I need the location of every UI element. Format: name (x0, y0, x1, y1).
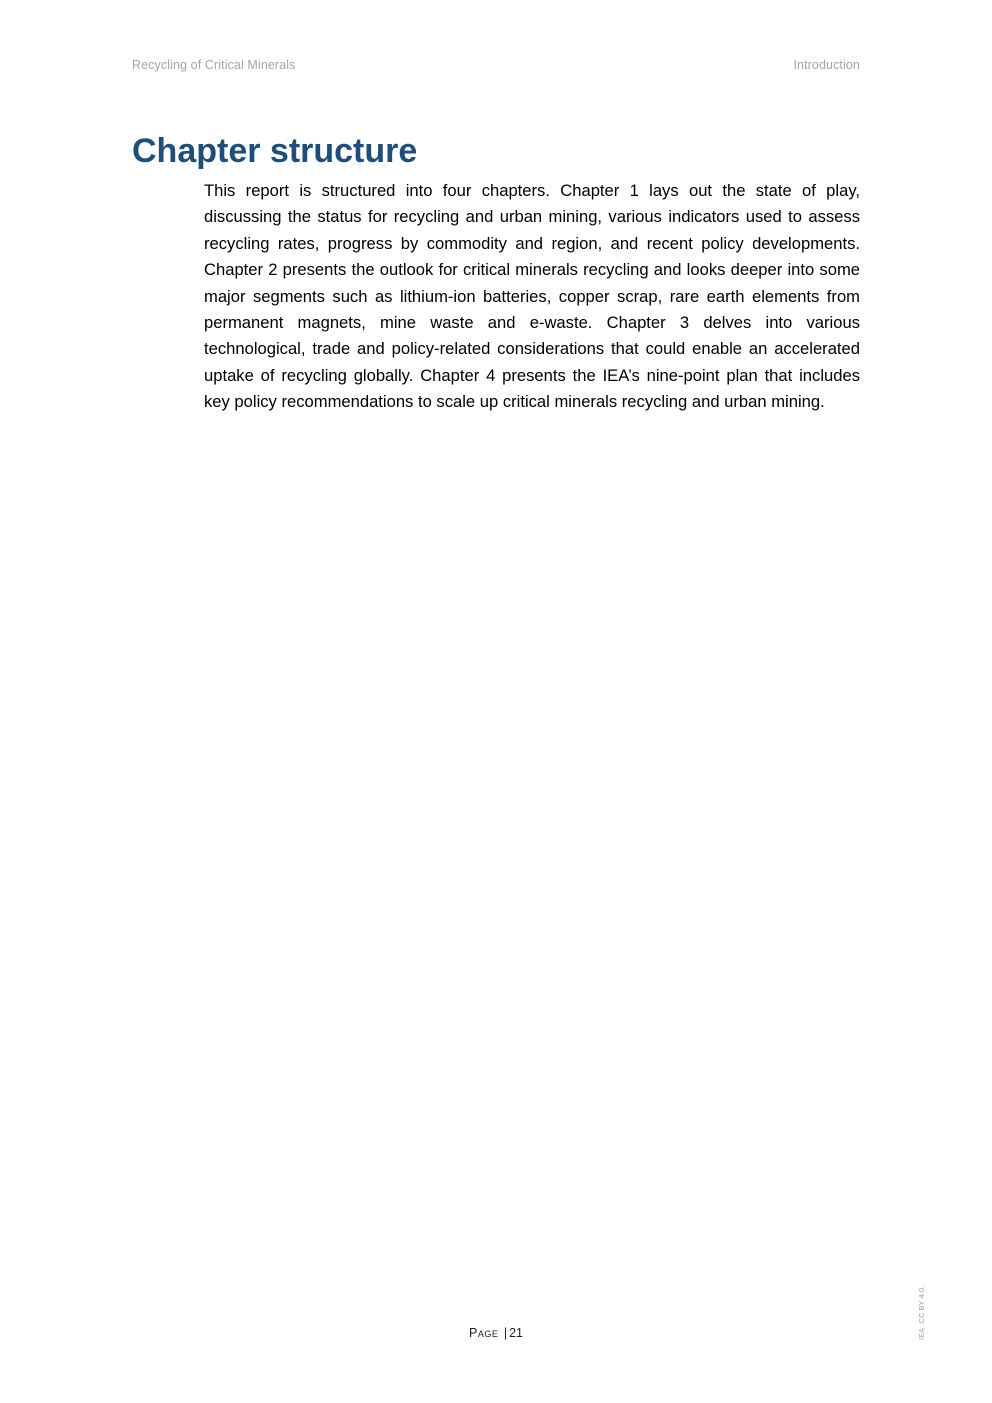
page-separator: | (503, 1326, 508, 1340)
body-paragraph: This report is structured into four chapters. Chapter 1 lays out the state of play, discussing the status for recycling and urban mining, various indicators used to assess recycling rates, progress by commodity and region, and recent policy developments. Chapter 2 presents the outlook for critical minerals recycling and looks deeper into some major segments such as lithium-ion batteries, copper scrap, rare earth elements from permanent magnets, mine waste and e-waste. Chapter 3 delves into various technological, trade and policy-related considerations that could enable an accelerated uptake of recycling globally. Chapter 4 presents the IEA’s nine-point plan that includes key policy recommendations to scale up critical minerals recycling and urban mining. (204, 181, 860, 412)
page-number: 21 (509, 1326, 523, 1340)
running-header (132, 58, 860, 76)
license-note: IEA. CC BY 4.0. (919, 1285, 926, 1340)
page-footer (0, 1326, 992, 1340)
report-title-header: Recycling of Critical Minerals (132, 58, 296, 72)
section-name-header: Introduction (793, 58, 860, 72)
section-title: Chapter structure (132, 132, 418, 170)
page-label: Page (469, 1326, 499, 1340)
